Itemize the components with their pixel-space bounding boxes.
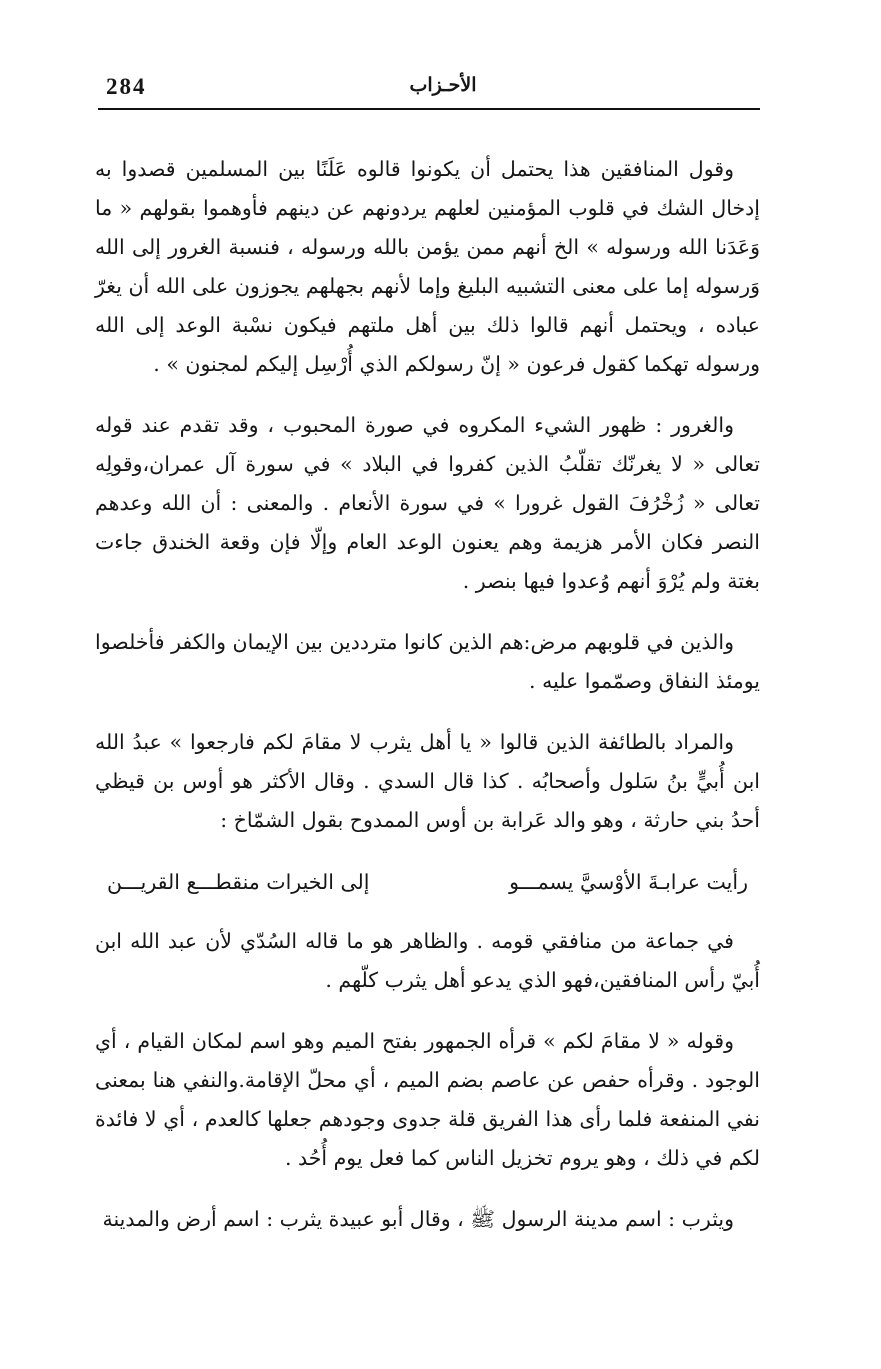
- paragraph: في جماعة من منافقي قومه . والظاهر هو ما قاله السُدّي لأن عبد الله ابن أُبيّ رأس المنافقين،فهو الذي يدعو أهل يثرب كلّهم .: [95, 929, 760, 992]
- page-number: 284: [106, 74, 147, 99]
- paragraph: والمراد بالطائفة الذين قالوا « يا أهل يثرب لا مقامَ لكم فارجعوا » عبدُ الله ابن أُبيٍّ بنُ سَلول وأصحابُه . كذا قال السدي . وقال الأكثر هو أوس بن قيظي أحدُ بني حارثة ، وهو والد عَرابة بن أوس الممدوح بقول الشمّاخ :: [95, 730, 760, 832]
- verse-first-hemistich: رأيت عرابـةَ الأوْسيَّ يسمـــو: [509, 870, 748, 894]
- running-title: الأحـزاب: [409, 74, 477, 96]
- body-text: [95, 150, 760, 1239]
- verse-second-hemistich: إلى الخيرات منقطـــع القريـــن: [107, 870, 370, 894]
- page-header: [98, 70, 760, 106]
- paragraph: وقول المنافقين هذا يحتمل أن يكونوا قالوه عَلَنًا بين المسلمين قصدوا به إدخال الشك في قلوب المؤمنين لعلهم يردونهم عن دينهم فأوهموا بقولهم « ما وَعَدَنا الله ورسوله » الخ أنهم ممن يؤمن بالله ورسوله ، فنسبة الغرور إلى الله وَرسوله إما على معنى التشبيه البليغ وإما لأنهم بجهلهم يجوزون على الله أن يغرّ عباده ، ويحتمل أنهم قالوا ذلك بين أهل ملتهم فيكون نسْبة الوعد إلى الله ورسوله تهكما كقول فرعون « إنّ رسولكم الذي أُرْسِل إليكم لمجنون » .: [95, 157, 760, 376]
- paragraph: والذين في قلوبهم مرض:هم الذين كانوا مترددين بين الإيمان والكفر فأخلصوا يومئذ النفاق وصمّموا عليه .: [95, 630, 760, 693]
- paragraph: والغرور : ظهور الشيء المكروه في صورة المحبوب ، وقد تقدم عند قوله تعالى « لا يغرنّك تقلّبُ الذين كفروا في البلاد » في سورة آل عمران،وقولِه تعالى « زُخْرُفَ القول غرورا » في سورة الأنعام . والمعنى : أن الله وعدهم النصر فكان الأمر هزيمة وهم يعنون الوعد العام وإلّا فإن وقعة الخندق جاءت بغتة ولم يُرْوَ أنهم وُعدوا فيها بنصر .: [95, 413, 760, 593]
- paragraph: وقوله « لا مقامَ لكم » قرأه الجمهور بفتح الميم وهو اسم لمكان القيام ، أي الوجود . وقرأه حفص عن عاصم بضم الميم ، أي محلّ الإقامة.والنفي هنا بمعنى نفي المنفعة فلما رأى هذا الفريق قلة جدوى وجودهم جعلها كالعدم ، أي لا فائدة لكم في ذلك ، وهو يروم تخزيل الناس كما فعل يوم أُحُد .: [95, 1029, 760, 1170]
- header-rule: [98, 108, 760, 110]
- poetry-verse: [107, 862, 748, 902]
- paragraph: ويثرب : اسم مدينة الرسول ﷺ ، وقال أبو عبيدة يثرب : اسم أرض والمدينة: [102, 1207, 734, 1231]
